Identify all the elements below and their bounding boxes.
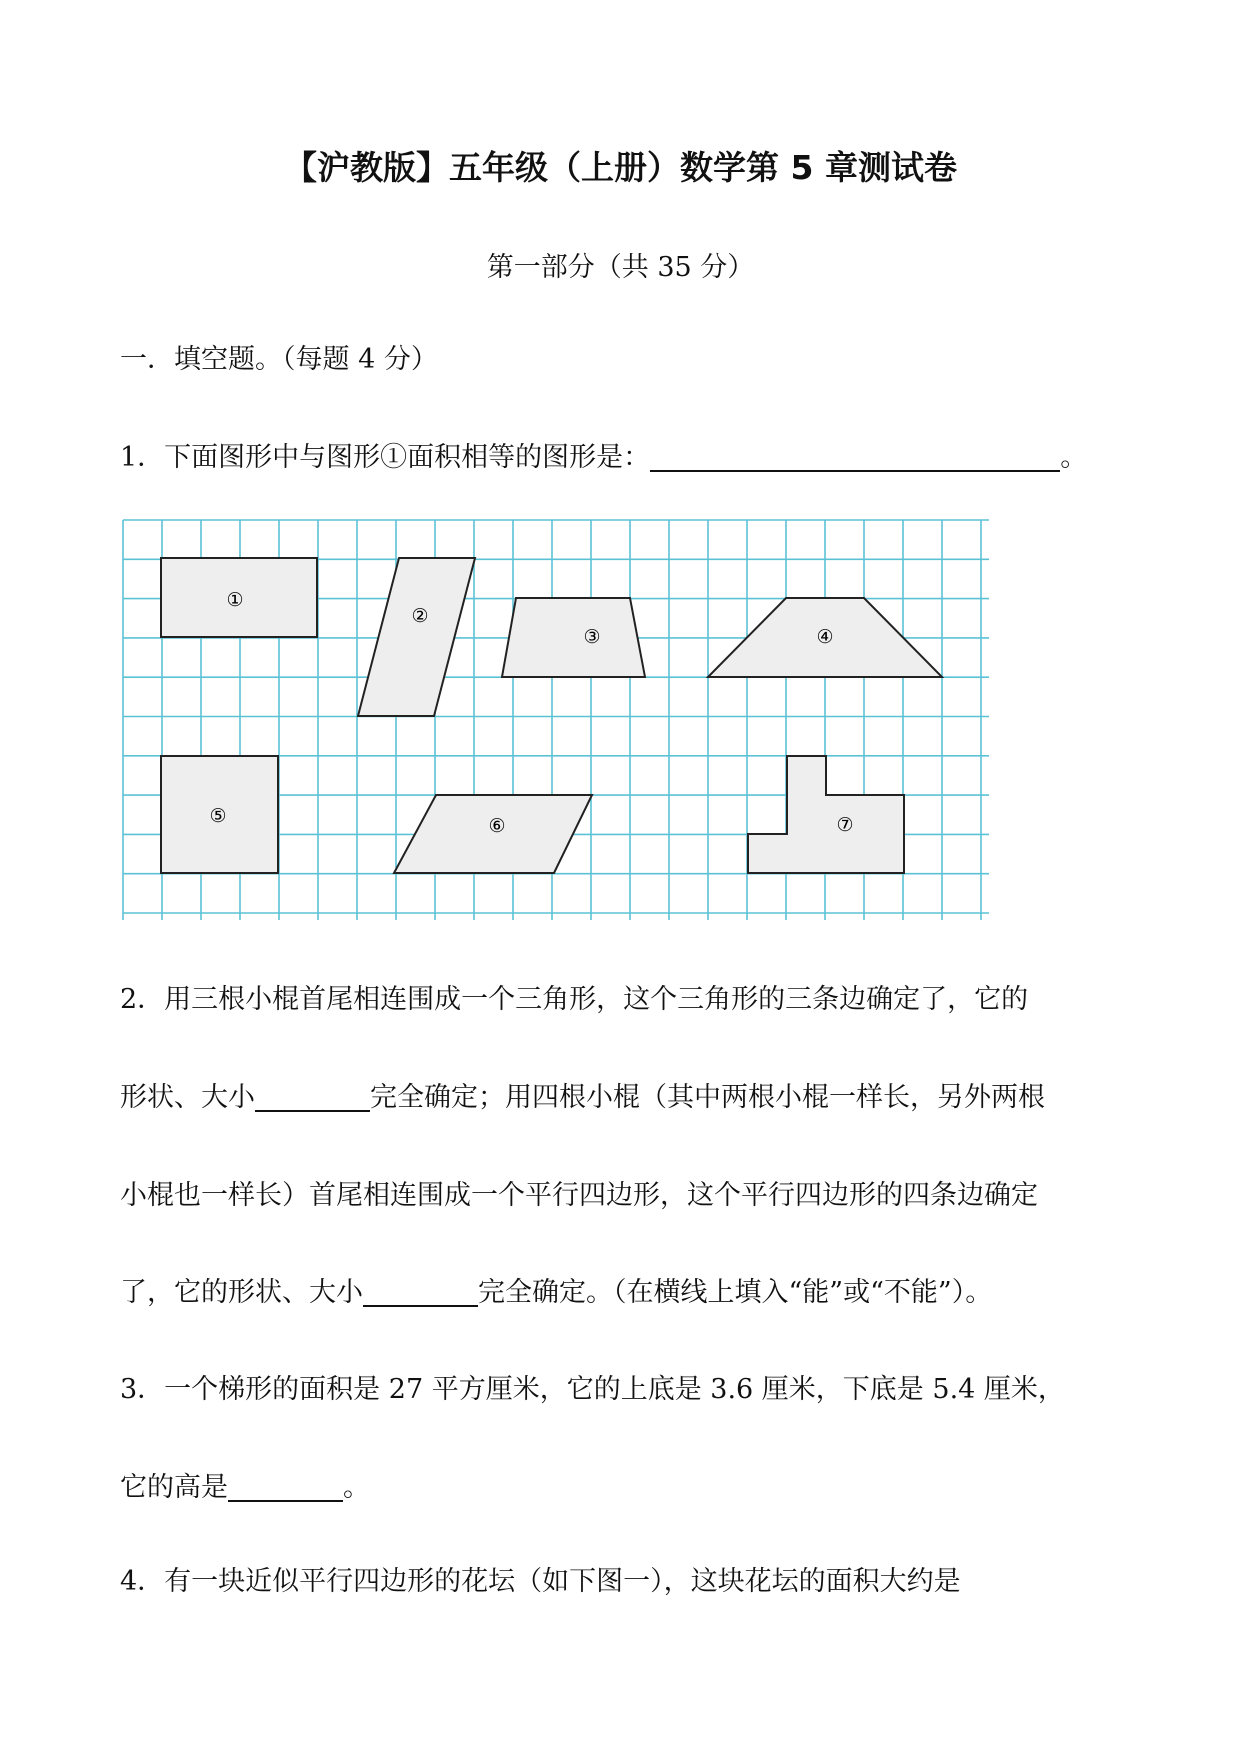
question-1 bbox=[120, 438, 1087, 478]
shape-label-7: ⑦ bbox=[836, 814, 854, 836]
answer-blank[interactable] bbox=[363, 1275, 478, 1307]
shape-label-1: ① bbox=[226, 589, 244, 611]
answer-blank[interactable] bbox=[255, 1080, 370, 1112]
question-2-text: 了，它的形状、大小 bbox=[120, 1277, 363, 1308]
question-3-line-1: 3．一个梯形的面积是 27 平方厘米，它的上底是 3.6 厘米，下底是 5.4 厘米， bbox=[120, 1374, 1065, 1405]
question-2-text: 形状、大小 bbox=[120, 1082, 255, 1113]
grid-svg bbox=[122, 519, 990, 921]
part-heading: 第一部分（共 35 分） bbox=[486, 252, 755, 283]
question-2-text: 完全确定；用四根小棍（其中两根小棍一样长，另外两根 bbox=[370, 1082, 1045, 1113]
shape-label-2: ② bbox=[411, 605, 429, 627]
shape-label-6: ⑥ bbox=[488, 815, 506, 837]
shape-label-3: ③ bbox=[583, 626, 601, 648]
question-3-end: 。 bbox=[343, 1472, 370, 1503]
shape-3 bbox=[502, 598, 645, 677]
shape-label-5: ⑤ bbox=[209, 805, 227, 827]
question-2-line-1: 2．用三根小棍首尾相连围成一个三角形，这个三角形的三条边确定了，它的 bbox=[120, 984, 1029, 1015]
shape-2 bbox=[358, 558, 475, 716]
question-1-end: 。 bbox=[1060, 442, 1088, 473]
question-2-text: 完全确定。（在横线上填入“能”或“不能”）。 bbox=[478, 1277, 993, 1308]
question-2-line-4 bbox=[120, 1273, 992, 1313]
page-title: 【沪教版】五年级（上册）数学第 5 章测试卷 bbox=[284, 148, 957, 187]
question-2-line-2 bbox=[120, 1078, 1045, 1118]
question-3-text: 它的高是 bbox=[120, 1472, 228, 1503]
answer-blank[interactable] bbox=[228, 1470, 343, 1502]
question-4-line-1: 4．有一块近似平行四边形的花坛（如下图一），这块花坛的面积大约是 bbox=[120, 1566, 961, 1597]
question-2-line-3: 小棍也一样长）首尾相连围成一个平行四边形，这个平行四边形的四条边确定 bbox=[120, 1180, 1038, 1211]
shapes-grid-figure bbox=[122, 519, 990, 925]
question-3-line-2 bbox=[120, 1468, 370, 1508]
question-1-text: 1．下面图形中与图形①面积相等的图形是： bbox=[120, 442, 651, 473]
answer-blank[interactable] bbox=[650, 440, 1060, 472]
shape-label-4: ④ bbox=[816, 626, 834, 648]
section-heading: 一．填空题。（每题 4 分） bbox=[120, 344, 438, 375]
shape-7 bbox=[748, 756, 904, 873]
